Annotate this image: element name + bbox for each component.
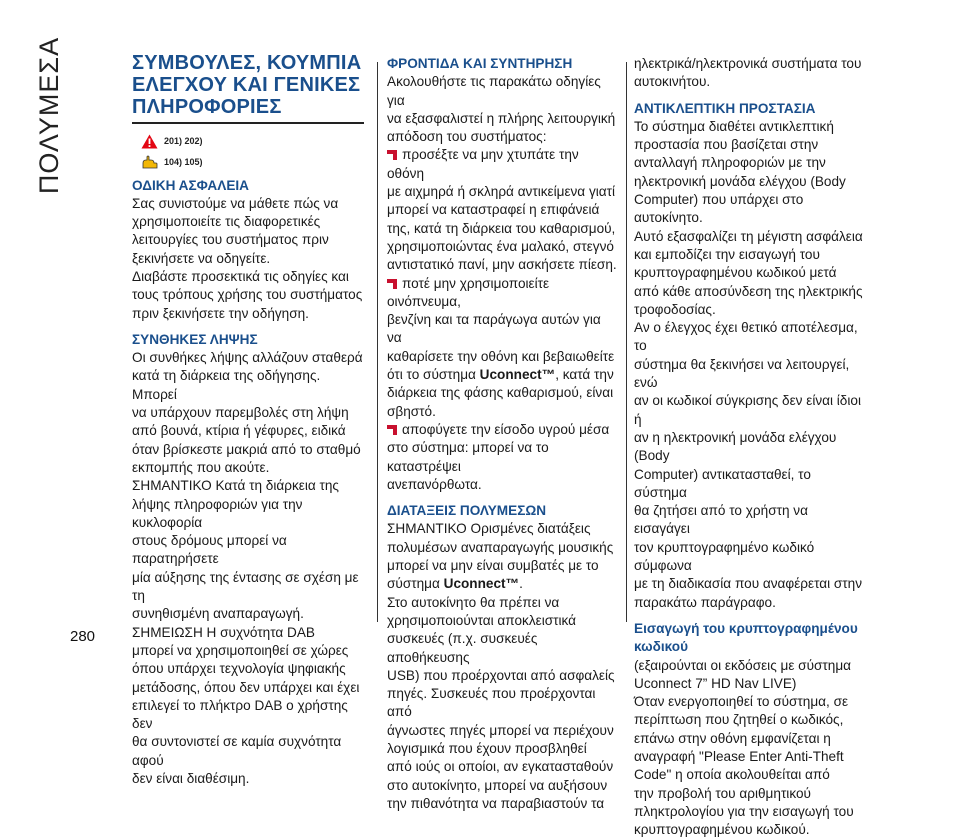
heading-road-safety: ΟΔΙΚΗ ΑΣΦΑΛΕΙΑ [132,177,249,193]
text-line: να εξασφαλιστεί η πλήρης λειτουργική [387,110,616,126]
text-line: USB) που προέρχονται από ασφαλείς [387,667,615,683]
text-line: μία αύξησης της έντασης σε σχέση με τη [132,569,359,604]
text-line: Το σύστημα διαθέτει αντικλεπτική [634,118,834,134]
section-side-tab [20,36,80,194]
text-line: Αυτό εξασφαλίζει τη μέγιστη ασφάλεια [634,228,863,244]
text-span: σύστημα [387,576,444,592]
heading-code-entry [634,620,866,657]
text-line: Αν ο έλεγχος έχει θετικό αποτέλεσμα, το [634,320,858,354]
text-line: θα ζητήσει από το χρήστη να εισαγάγει [634,503,808,537]
text-line: σύστημα θα ξεκινήσει να λειτουργεί, ενώ [634,356,850,391]
paragraph-code-entry [634,693,866,839]
text-line: αυτοκινήτου. [634,74,711,90]
column-3 [634,55,866,839]
title-line: ΠΛΗΡΟΦΟΡΙΕΣ [132,96,282,118]
text-line: ΣΗΜΑΝΤΙΚΟ Ορισμένες διατάξεις [387,521,591,537]
text-line: την πιθανότητα να παραβιαστούν τα [387,795,605,811]
caution-hand-icon [141,155,158,170]
text-line: αποφύγετε την είσοδο υγρού μέσα [402,421,610,437]
text-line: επιλεγεί το πλήκτρο DAB ο χρήστης δεν [132,697,348,732]
warning-triangle-icon [141,134,158,149]
text-line: τροφοδοσίας. [634,301,716,317]
text-line: συνηθισμένη αναπαραγωγή. [132,606,304,622]
paragraph-reception [132,349,364,477]
text-line: από ιούς οι οποίοι, αν εγκατασταθούν [387,759,614,775]
text-line: Σας συνιστούμε να μάθετε πώς να [132,195,339,211]
paragraph-vehicle-devices [387,594,619,814]
text-line: ηλεκτρονική μονάδα ελέγχου (Body [634,173,846,189]
text-line: όπου υπάρχει τεχνολογία ψηφιακής [132,661,346,677]
text-line: λήψης πληροφοριών για την κυκλοφορία [132,496,303,530]
text-line: λειτουργίες του συστήματος πριν [132,232,329,248]
paragraph-road-safety [132,195,364,268]
text-line: μπορεί να μην είναι συμβατές με το [387,558,599,574]
paragraph-continuation [634,55,866,92]
text-line: ξεκινήσετε να οδηγείτε. [132,250,271,266]
bullet-icon [387,279,397,289]
text-line: αναγραφή "Please Enter Anti-Theft [634,748,844,764]
paragraph-anti-theft-2 [634,228,866,319]
text-line: με αιχμηρά ή σκληρά αντικείμενα γιατί [387,184,616,200]
text-line: δεν είναι διαθέσιμη. [132,771,250,786]
text-line: προστασία που βασίζεται στην [634,137,819,153]
text-line: Ακολουθήστε τις παρακάτω οδηγίες για [387,74,601,108]
bullet-item-liquid [387,421,619,494]
text-line: να υπάρχουν παρεμβολές στη λήψη [132,405,349,421]
paragraph-important-traffic [132,477,364,623]
text-line: Στο αυτοκίνητο θα πρέπει να [387,594,560,610]
text-line: ποτέ μην χρησιμοποιείτε οινόπνευμα, [387,275,550,309]
text-line: Computer) που υπάρχει στο αυτοκίνητο. [634,192,804,226]
text-line: κρυπτογραφημένου κωδικού. [634,822,810,838]
text-line: προσέξτε να μην χτυπάτε την οθόνη [387,147,579,181]
text-line: Όταν ενεργοποιηθεί το σύστημα, σε [634,694,849,710]
bullet-icon [387,425,397,435]
text-line: από βουνά, κτίρια ή γέφυρες, ειδικά [132,423,346,439]
text-line: κρυπτογραφημένου κωδικού μετά [634,265,837,281]
paragraph-anti-theft-1 [634,118,866,228]
text-line: συσκευές (π.χ. συσκευές αποθήκευσης [387,631,538,665]
text-line: λογισμικά που έχουν προσβληθεί [387,740,587,756]
text-line: μπορεί να καταστραφεί η επιφάνειά [387,202,600,218]
text-line: αν η ηλεκτρονική μονάδα ελέγχου (Body [634,429,837,464]
text-line: κωδικού [634,639,688,655]
text-line: Computer) αντικατασταθεί, το σύστημα [634,466,811,500]
text-line: μπορεί να χρησιμοποιηθεί σε χώρες [132,642,349,658]
text-line: τον κρυπτογραφημένο κωδικό σύμφωνα [634,539,815,574]
text-line: στους δρόμους μπορεί να παρατηρήσετε [132,533,287,567]
caution-icon-row [141,152,364,173]
title-line: ΕΛΕΓΧΟΥ ΚΑΙ ΓΕΝΙΚΕΣ [132,74,361,96]
column-1 [132,52,364,788]
brand-name: Uconnect™ [443,576,520,592]
text-line: χρησιμοποιούνται αποκλειστικά [387,612,576,628]
text-line: τους τρόπους χρήσης του συστήματος [132,287,363,303]
heading-care-maintenance: ΦΡΟΝΤΙΔΑ ΚΑΙ ΣΥΝΤΗΡΗΣΗ [387,56,573,71]
text-line: πολυμέσων αναπαραγωγής μουσικής [387,539,614,555]
side-tab-label: ΠΟΛΥΜΕΣΑ [34,36,65,194]
text-line: Uconnect 7” HD Nav LIVE) [634,675,797,691]
text-line: και εμποδίζει την εισαγωγή του [634,246,820,262]
text-line: Εισαγωγή του κρυπτογραφημένου [634,620,858,636]
text-line: ΣΗΜΑΝΤΙΚΟ Κατά τη διάρκεια της [132,478,339,494]
text-line: χρησιμοποιώντας ένα μαλακό, στεγνό [387,238,614,254]
text-line [387,366,619,384]
text-line: Οι συνθήκες λήψης αλλάζουν σταθερά [132,350,363,366]
warning-icon-row [141,131,364,152]
page-title [132,52,364,118]
text-line: πληκτρολογίου για την εισαγωγή του [634,803,854,819]
title-line: ΣΥΜΒΟΥΛΕΣ, ΚΟΥΜΠΙΑ [132,52,362,74]
text-line: Διαβάστε προσεκτικά τις οδηγίες και [132,268,349,284]
caution-refs: 104) 105) [164,156,203,167]
text-line: χρησιμοποιείτε τις διαφορετικές [132,214,321,230]
text-line: εκπομπής που ακούτε. [132,459,270,475]
text-line: αν οι κωδικοί σύγκρισης δεν είναι ίδιοι ή [634,393,861,427]
paragraph-read-instructions [132,268,364,323]
paragraph-care-intro [387,73,619,146]
heading-media-devices: ΔΙΑΤΑΞΕΙΣ ΠΟΛΥΜΕΣΩΝ [387,503,547,519]
brand-name: Uconnect™ [479,367,556,383]
text-line: όταν βρίσκεστε μακριά από το σταθμό [132,441,361,457]
text-line: καθαρίσετε την οθόνη και βεβαιωθείτε [387,348,615,364]
text-line [387,575,619,593]
text-line: επάνω στην οθόνη εμφανίζεται η [634,730,831,746]
bullet-icon [387,150,397,160]
text-line: ανταλλαγή πληροφοριών με την [634,155,826,171]
text-line: στο σύστημα: μπορεί να το καταστρέψει [387,440,549,474]
heading-reception: ΣΥΝΘΗΚΕΣ ΛΗΨΗΣ [132,331,258,347]
text-line: σβηστό. [387,403,436,419]
text-line: της, κατά τη διάρκεια του καθαρισμού, [387,220,616,236]
paragraph-important-media [387,520,619,593]
text-line: από κάθε αποσύνδεση της ηλεκτρικής [634,283,863,299]
text-line: (εξαιρούνται οι εκδόσεις με σύστημα [634,657,852,673]
text-line: στο αυτοκίνητο, μπορεί να αυξήσουν [387,777,608,793]
text-line: με τη διαδικασία που αναφέρεται στην [634,576,863,592]
text-line: κατά τη διάρκεια της οδήγησης. Μπορεί [132,368,321,402]
bullet-item-screen [387,146,619,274]
text-line: ανεπανόρθωτα. [387,476,482,492]
column-divider-2 [626,62,627,622]
column-2 [387,55,619,813]
text-line: μετάδοσης, όπου δεν υπάρχει και έχει [132,679,360,695]
text-line: θα συντονιστεί σε καμία συχνότητα αφού [132,734,342,768]
text-line: ΣΗΜΕΙΩΣΗ Η συχνότητα DAB [132,624,315,640]
paragraph-code-exclusion [634,657,866,694]
text-span: ότι το σύστημα [387,367,480,383]
text-line: αντιστατικό πανί, μην ασκήσετε πίεση. [387,257,617,273]
page-number: 280 [70,628,96,645]
text-span: . [519,576,523,592]
text-line: Code" η οποία ακολουθείται από [634,767,830,783]
heading-anti-theft: ΑΝΤΙΚΛΕΠΤΙΚΗ ΠΡΟΣΤΑΣΙΑ [634,100,816,116]
text-line: την προβολή του αριθμητικού [634,785,811,801]
text-line: πριν ξεκινήσετε την οδήγηση. [132,305,309,321]
text-line: περίπτωση που ζητηθεί ο κωδικός, [634,712,844,728]
text-span: , κατά την [555,367,614,383]
text-line: παρακάτω παράγραφο. [634,594,776,610]
text-line: πηγές. Συσκευές που προέρχονται από [387,686,596,720]
paragraph-note-dab [132,624,364,789]
warning-refs: 201) 202) [164,135,203,146]
text-line: απόδοση του συστήματος: [387,129,547,145]
title-rule [132,122,364,124]
text-line: άγνωστες πηγές μπορεί να περιέχουν [387,722,614,738]
bullet-item-alcohol [387,275,619,421]
text-line: βενζίνη και τα παράγωγα αυτών για να [387,312,601,346]
column-divider-1 [377,62,378,622]
paragraph-anti-theft-3 [634,319,866,612]
text-line: διάρκεια της φάσης καθαρισμού, είναι [387,385,614,401]
text-line: ηλεκτρικά/ηλεκτρονικά συστήματα του [634,56,862,71]
